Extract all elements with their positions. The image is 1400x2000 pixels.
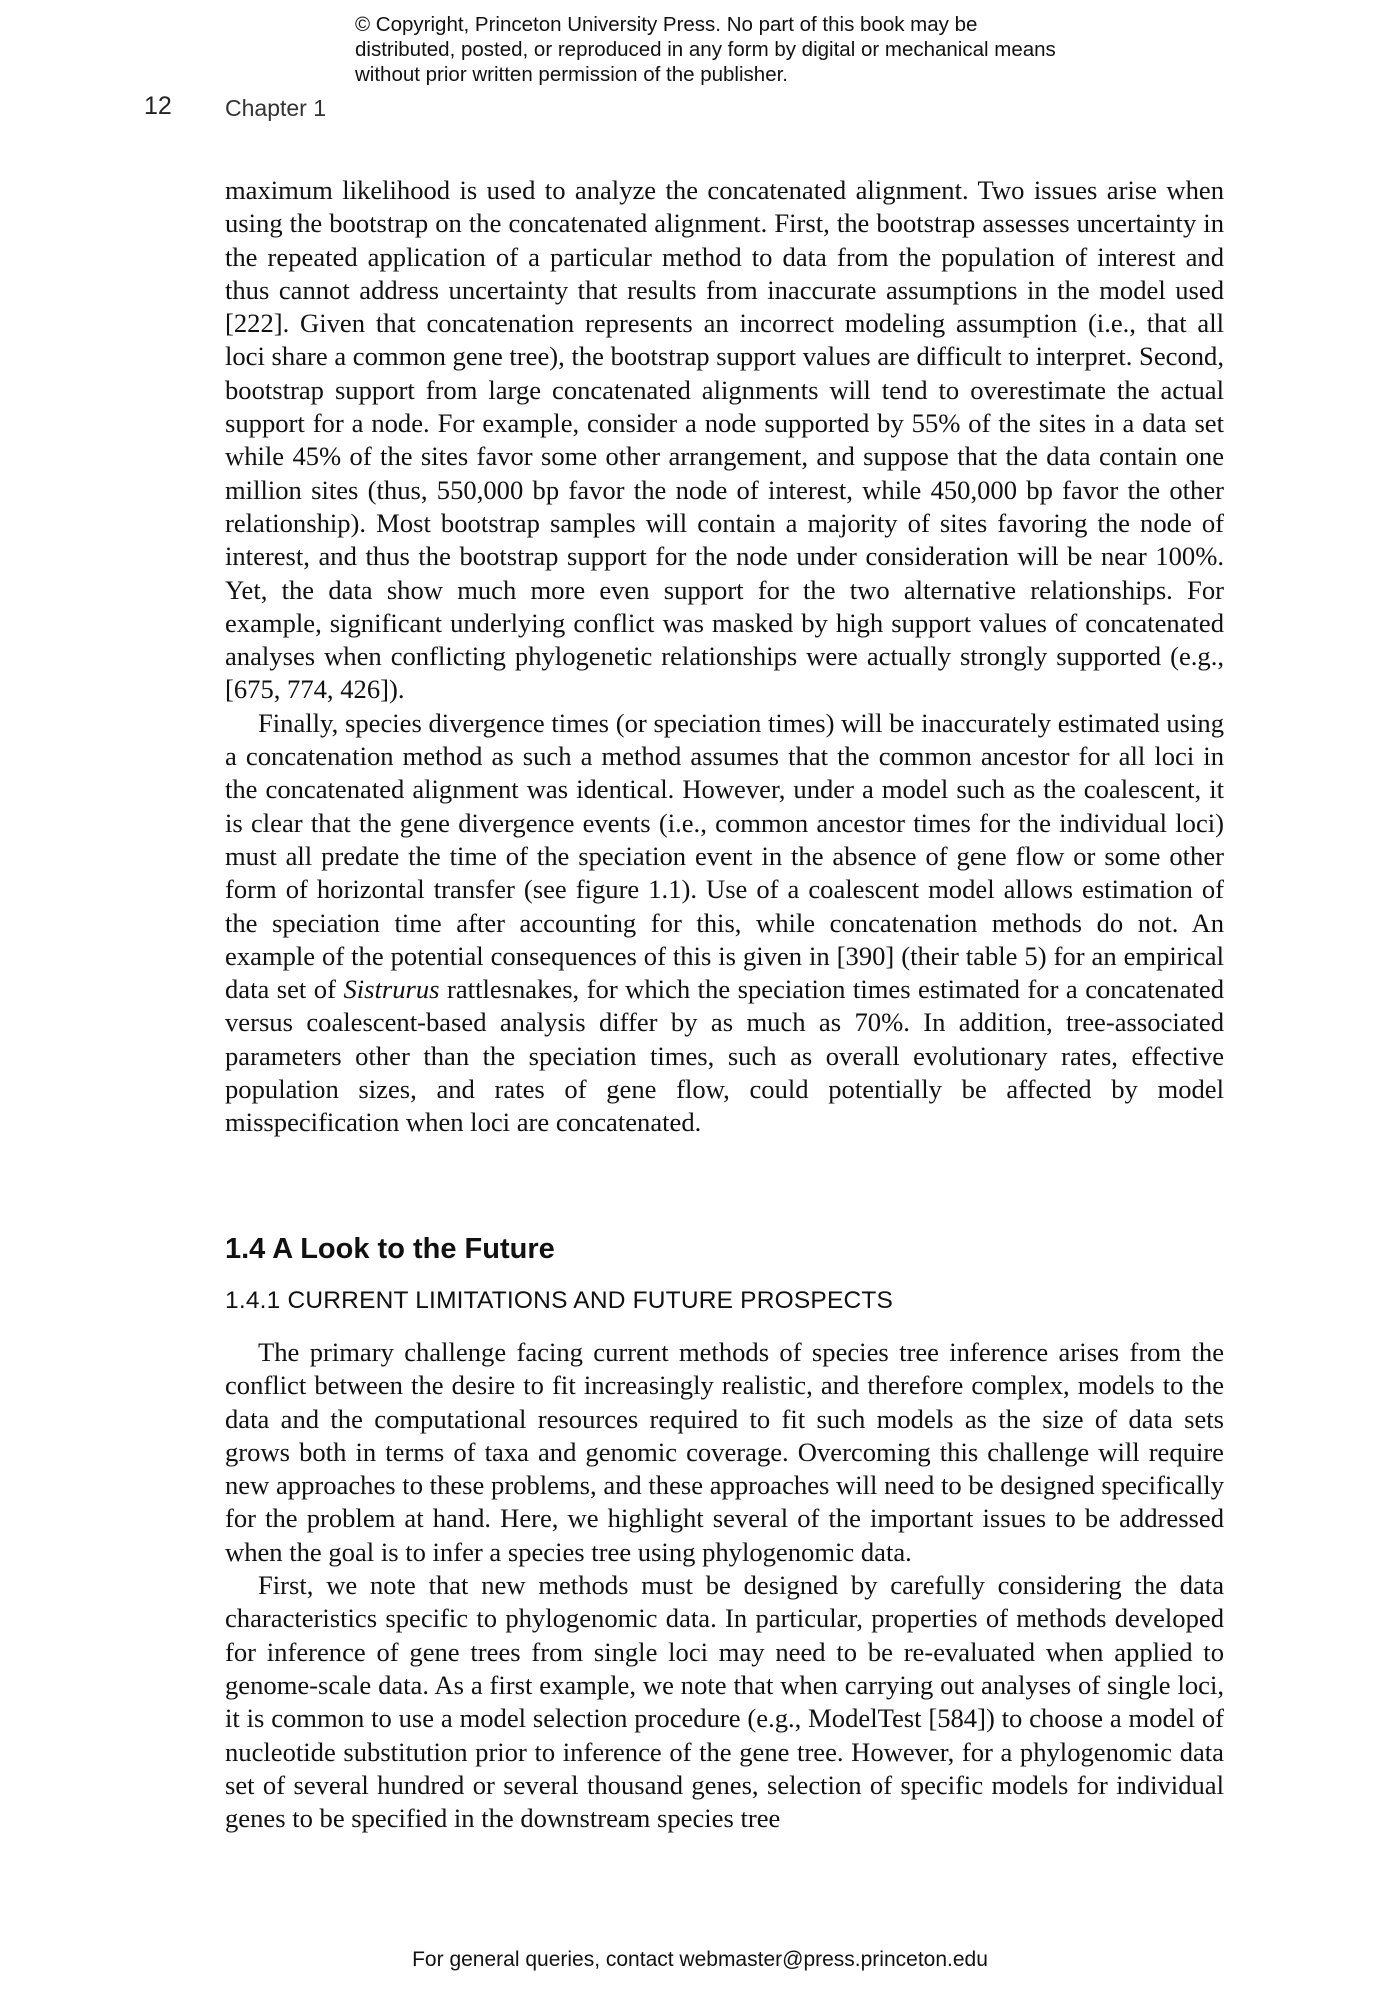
paragraph-divergence-times-part-2: rattlesnakes, for which the speciation times estimated for a concatenated versus coalescent-based analysis differ by as much as 70%. In addition, tree-associated parameters other than the speciation times, such as overall evolutionary rates, effective population sizes, and rates of gene flow, could potentially be affected by model misspecification when loci are concatenated. [225,974,1224,1138]
species-name-italic: Sistrurus [343,974,440,1005]
paragraph-new-methods: First, we note that new methods must be designed by carefully considering the data characteristics specific to phylogenomic data. In particular, properties of methods developed for inference of gene trees from single loci may need to be re-evaluated when applied to genome-scale data. As a first example, we note that when carrying out analyses of single loci, it is common to use a model selection procedure (e.g., ModelTest [584]) to choose a model of nucleotide substitution prior to inference of the gene tree. However, for a phylogenomic data set of several hundred or several thousand genes, selection of specific models for individual genes to be specified in the downstream species tree [225,1570,1224,1834]
footer-contact: For general queries, contact webmaster@press.princeton.edu [412,1948,988,1971]
subsection-title: 1.4.1 CURRENT LIMITATIONS AND FUTURE PROSPECTS [225,1287,894,1314]
body-text-bottom [225,1336,1224,1835]
copyright-notice: © Copyright, Princeton University Press. No part of this book may be distributed, posted, or reproduced in any form by digital or mechanical means without prior written permission of the publisher. [355,13,1056,86]
paragraph-divergence-times-part-1: Finally, species divergence times (or speciation times) will be inaccurately estimated using a concatenation method as such a method assumes that the common ancestor for all loci in the concatenated alignment was identical. However, under a model such as the coalescent, it is clear that the gene divergence events (i.e., common ancestor times for the individual loci) must all predate the time of the speciation event in the absence of gene flow or some other form of horizontal transfer (see figure 1.1). Use of a coalescent model allows estimation of the speciation time after accounting for this, while concatenation methods do not. An example of the potential consequences of this is given in [390] (their table 5) for an empirical data set of [225,707,1224,1005]
paragraph-bootstrap-issues: maximum likelihood is used to analyze the concatenated alignment. Two issues arise when using the bootstrap on the concatenated alignment. First, the bootstrap assesses uncertainty in the repeated application of a particular method to data from the population of interest and thus cannot address uncertainty that results from inaccurate assumptions in the model used [222]. Given that concatenation represents an incorrect modeling assumption (i.e., that all loci share a common gene tree), the bootstrap support values are difficult to interpret. Second, bootstrap support from large concatenated alignments will tend to overestimate the actual support for a node. For example, consider a node supported by 55% of the sites in a data set while 45% of the sites favor some other arrangement, and suppose that the data contain one million sites (thus, 550,000 bp favor the node of interest, while 450,000 bp favor the other relationship). Most bootstrap samples will contain a majority of sites favoring the node of interest, and thus the bootstrap support for the node under consideration will be near 100%. Yet, the data show much more even support for the two alternative relationships. For example, significant underlying conflict was masked by high support values of concatenated analyses when conflicting phylogenetic relationships were actually strongly supported (e.g., [675, 774, 426]). [225,175,1224,705]
page-number: 12 [144,92,172,120]
paragraph-primary-challenge: The primary challenge facing current methods of species tree inference arises from the conflict between the desire to fit increasingly realistic, and therefore complex, models to the data and the computational resources required to fit such models as the size of data sets grows both in terms of taxa and genomic coverage. Overcoming this challenge will require new approaches to these problems, and these approaches will need to be designed specifically for the problem at hand. Here, we highlight several of the important issues to be addressed when the goal is to infer a species tree using phylogenomic data. [225,1337,1224,1567]
running-head: Chapter 1 [225,95,327,121]
body-text-top [225,174,1224,1140]
paragraph-divergence-times [225,707,1224,1140]
section-title: 1.4 A Look to the Future [225,1233,555,1265]
